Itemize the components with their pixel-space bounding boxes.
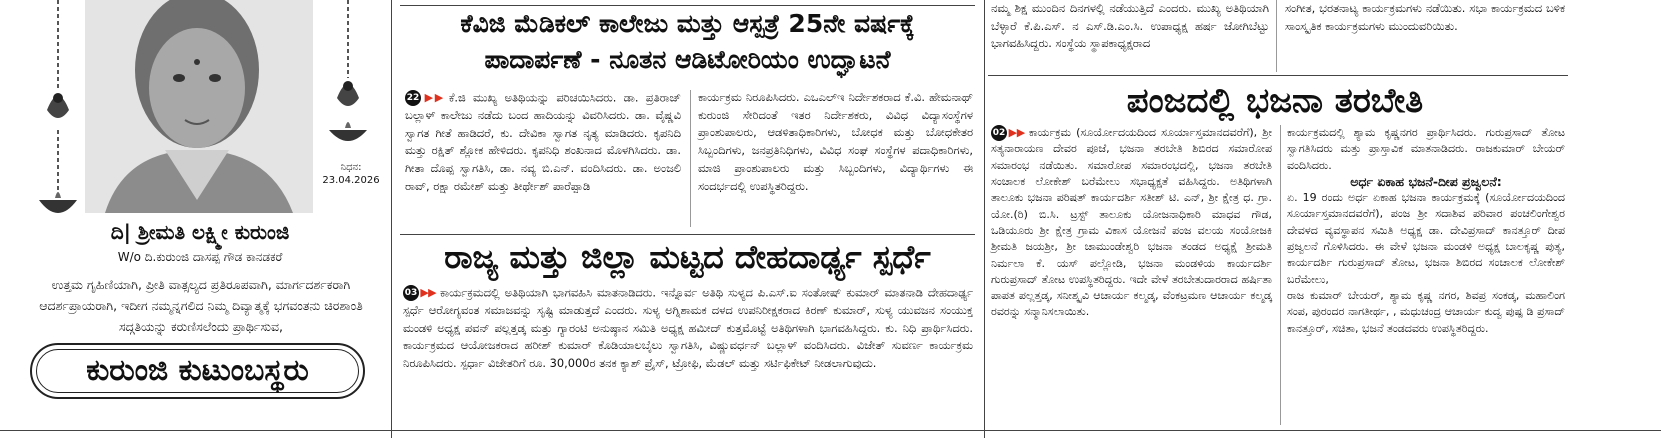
headline-kvg-line2: ಪಾದಾರ್ಪಣೆ - ನೂತನ ಆಡಿಟೋರಿಯಂ ಉದ್ಘಾಟನೆ [484, 45, 891, 74]
headline-bodybuilding: ರಾಜ್ಯ ಮತ್ತು ಜಿಲ್ಲಾ ಮಟ್ಟದ ದೇಹದಾರ್ಢ್ಯ ಸ್ಪರ್ಧೆ [444, 238, 931, 276]
column-divider [391, 0, 392, 438]
page-ref-badge: 02 [991, 125, 1007, 141]
page-ref-badge: 22 [405, 90, 421, 106]
kvg-column-1 [405, 89, 681, 196]
headline-bhajana: ಪಂಜದಲ್ಲಿ ಭಜನಾ ತರಬೇತಿ [1126, 81, 1424, 121]
column-divider [1276, 0, 1277, 72]
bhajana-column-2 [1287, 125, 1565, 337]
death-date: 23.04.2026 [322, 175, 380, 186]
portrait-photo-graphic [85, 0, 313, 213]
bhajana-text-2c: ರಾಜ ಕುಮಾರ್ ಬೇಯರ್, ಶ್ಯಾಮ ಕೃಷ್ಣ ನಗರ, ಶಿವಪ್ರ ಸಂಕಡ್ಕ, ಮಹಾಲಿಂಗ ಸಂಪ, ಪುರಂದರ ನಾಗತೀರ್ಥ, , ಮಧುಚಂದ್ರ ಆಚಾರ್ಯ ಕುದ್ವ ಪುಷ್ಪ ಡಿ ಪ್ರಸಾದ್ ಕಾನತ್ತೂರ್, ಸಚಿತಾ, ಭಜನೆ ತಂಡದವರು ಉಪಸ್ಥಿತರಿದ್ದರು. [1287, 288, 1565, 335]
obituary-panel [0, 0, 392, 438]
kvg-column-2 [698, 89, 973, 195]
relation-line: W/o ದಿ.ಕುರುಂಜಿ ದಾಸಪ್ಪ ಗೌಡ ಕಾನಡಕರೆ [117, 250, 283, 264]
continuation-column-2 [1285, 0, 1565, 35]
headline-kvg-line1: ಕೆವಿಜಿ ಮೆಡಿಕಲ್ ಕಾಲೇಜು ಮತ್ತು ಆಸ್ಪತ್ರೆ 25ನೇ ವರ್ಷಕ್ಕೆ [460, 9, 915, 38]
section-rule [400, 234, 975, 235]
column-divider [690, 90, 691, 227]
continuation-text-2: ಸಂಗೀತ, ಭರತನಾಟ್ಯ ಕಾರ್ಯಕ್ರಮಗಳು ನಡೆಯಿತು. ಸಭಾ ಕಾರ್ಯಕ್ರಮದ ಬಳಿಕ ಸಾಂಸ್ಕೃತಿಕ ಕಾರ್ಯಕ್ರಮಗಳು ಮುಂದುವರಿಯಿತು. [1285, 1, 1565, 33]
column-divider [1280, 125, 1281, 425]
page-ref-badge: 03 [403, 285, 419, 301]
bhajana-text-2b: ಏ. 19 ರಂದು ಅರ್ಧ ಏಕಾಹ ಭಜನಾ ಕಾರ್ಯಕ್ರಮಕ್ಕೆ (ಸೂರ್ಯೋದಯದಿಂದ ಸೂರ್ಯಾಸ್ತಮಾನದವರೆಗೆ), ಪಂಜ ಶ್ರೀ ಸದಾಶಿವ ಪರಿವಾರ ಪಂಚಲಿಂಗೇಶ್ವರ ದೇವಳದ ವ್ಯವಸ್ಥಾಪನ ಸಮಿತಿ ಅಧ್ಯಕ್ಷ ಡಾ. ದೇವಿಪ್ರಸಾದ್ ಕಾನತ್ತೂರ್ ದೀಪ ಪ್ರಜ್ವಲನೆ ಗೊಳಿಸಿದರು. ಈ ವೇಳೆ ಭಜನಾ ಮಂಡಳಿ ಅಧ್ಯಕ್ಷ ಬಾಲಕೃಷ್ಣ ಪುತ್ಯ, ಕಾರ್ಯದರ್ಶಿ ಗುರುಪ್ರಸಾದ್ ತೋಟ, ಭಜನಾ ಶಿಬಿರದ ಸಂಚಾಲಕ ಲೋಕೇಶ್ ಬರೆಮೇಲು, [1287, 191, 1565, 286]
section-rule [988, 75, 1568, 76]
continuation-text-1: ನಮ್ಮ ಶಿಕ್ಷ ಮುಂದಿನ ದಿನಗಳಲ್ಲಿ ನಡೆಯುತ್ತಿದೆ ಎಂದರು. ಮುಖ್ಯ ಅತಿಥಿಯಾಗಿ ಬೆಳ್ಳಾರೆ ಕೆ.ಪಿ.ಎಸ್. ನ ಎಸ್.ಡಿ.ಎಂ.ಸಿ. ಉಪಾಧ್ಯಕ್ಷ ಹರ್ಷ ಜೋಗಿಬೆಟ್ಟು ಭಾಗವಹಿಸಿದ್ದರು. ಸಂಸ್ಥೆಯ ಸ್ಥಾಪಕಾಧ್ಯಕ್ಷರಾದ [991, 1, 1269, 51]
bhajana-subhead: ಅರ್ಧ ಏಕಾಹ ಭಜನೆ-ದೀಪ ಪ್ರಜ್ವಲನೆ: [1350, 173, 1502, 189]
family-name: ಕುರುಂಜಿ ಕುಟುಂಬಸ್ಥರು [36, 349, 359, 393]
arrow-icon: ▶▶ [421, 91, 445, 104]
deceased-name: ದಿ| ಶ್ರೀಮತಿ ಲಕ್ಷ್ಮೀ ಕುರುಂಜಿ [110, 220, 290, 244]
kvg-text-2: ಕಾರ್ಯಕ್ರಮ ನಿರೂಪಿಸಿದರು. ಎಒಎಲ್‌ಇ ನಿರ್ದೇಶಕರಾದ ಕೆ.ವಿ. ಹೇಮನಾಥ್ ಕುರುಂಜಿ ಸೇರಿದಂತೆ ಇತರ ನಿರ್ದೇಶಕರು, ವಿವಿಧ ವಿದ್ಯಾಸಂಸ್ಥೆಗಳ ಪ್ರಾಂಶುಪಾಲರು, ಆಡಳಿತಾಧಿಕಾರಿಗಳು, ಬೋಧಕ ಮತ್ತು ಬೋಧಕೇತರ ಸಿಬ್ಬಂದಿಗಳು, ಜನಪ್ರತಿನಿಧಿಗಳು, ವಿವಿಧ ಸಂಘ ಸಂಸ್ಥೆಗಳ ಪದಾಧಿಕಾರಿಗಳು, ಮಾಜಿ ಪ್ರಾಂಶುಪಾಲರು ಮತ್ತು ಸಿಬ್ಬಂದಿಗಳು, ವಿದ್ಯಾರ್ಥಿಗಳು ಈ ಸಂದರ್ಭದಲ್ಲಿ ಉಪಸ್ಥಿತರಿದ್ದರು. [698, 90, 973, 193]
kvg-text-1: ಕೆ.ಜಿ ಮುಖ್ಯ ಅತಿಥಿಯನ್ನು ಪರಿಚಯಿಸಿದರು. ಡಾ. ಪ್ರತಿರಾಜ್ ಬಲ್ಲಾಳ್ ಕಾಲೇಜು ನಡೆದು ಬಂದ ಹಾದಿಯನ್ನು ವಿವರಿಸಿದರು. ಡಾ. ವೈಷ್ಣವಿ ಸ್ವಾಗತ ಗೀತೆ ಹಾಡಿದರೆ, ಕು. ದೇವಿಕಾ ಸ್ವಾಗತ ನೃತ್ಯ ಮಾಡಿದರು. ಕೃಪನಿದಿ ಮತ್ತು ರಕ್ಷಿತ್ ಶ್ಲೋಕ ಹೇಳಿದರು. ಕೃಪನಿಧಿ ಶಂಖನಾದ ಮೊಳಗಿಸಿದರು. ಡಾ. ಗೀತಾ ದೊಪ್ಪ ಸ್ವಾಗತಿಸಿ, ಡಾ. ನವ್ಯ ಬಿ.ಎನ್. ವಂದಿಸಿದರು. ಡಾ. ಅಂಜಲಿ ರಾವ್, ರಕ್ಷಾ ರಮೇಶ್ ಮತ್ತು ತೀರ್ಥೇಶ್ ಪಾರೆಪ್ಪಾಡಿ [405, 90, 682, 193]
headline-kvg [400, 6, 975, 78]
bottom-rule [0, 430, 1661, 431]
bodybuilding-text: ಕಾರ್ಯಕ್ರಮದಲ್ಲಿ ಅತಿಥಿಯಾಗಿ ಭಾಗವಹಿಸಿ ಮಾತನಾಡಿದರು. ಇನ್ನೊರ್ವ ಅತಿಥಿ ಸುಳ್ಯದ ಪಿ.ಎಸ್.ಐ ಸಂತೋಷ್ ಕುಮಾರ್ ಮಾತನಾಡಿ ದೇಹದಾರ್ಢ್ಯ ಸ್ಪರ್ಧೆ ಆರೋಗ್ಯವಂತ ಸಮಾಜವನ್ನು ಸೃಷ್ಟಿ ಮಾಡುತ್ತದೆ ಎಂದರು. ಸುಳ್ಯ ಅಗ್ನಿಶಾಮಕ ದಳದ ಉಪನಿರೀಕ್ಷಕರಾದ ಕಿರಣ್ ಕುಮಾರ್, ಸುಳ್ಯ ಯುವಜನ ಸಂಯುಕ್ತ ಮಂಡಳಿ ಅಧ್ಯಕ್ಷ ಪವನ್ ಪಲ್ಲತ್ತಡ್ಕ ಮತ್ತು ಗ್ಯಾರಂಟಿ ಅನುಷ್ಠಾನ ಸಮಿತಿ ಅಧ್ಯಕ್ಷ ಹಮೀದ್ ಕುತ್ತಮೊಟ್ಟೆ ಅತಿಥಿಗಳಾಗಿ ಭಾಗವಹಿಸಿದ್ದರು. ಕು. ನಿಧಿ ಪ್ರಾರ್ಥಿಸಿದರು. ಕಾರ್ಯಕ್ರಮದ ಆಯೋಜಕರಾದ ಹರೀಶ್ ಕುಮಾರ್ ಕೊಡಿಯಾಲಬೈಲು ಸ್ವಾಗತಿಸಿ, ವಿಷ್ಣುವರ್ಧನ್ ಬಲ್ಲಾಳ್ ವಂದಿಸಿದರು. ವಿಜೇತ್ ಸುವರ್ಣ ಕಾರ್ಯಕ್ರಮ ನಿರೂಪಿಸಿದರು. ಸ್ಪರ್ಧಾ ವಿಜೇತರಿಗೆ ರೂ. 30,000ರ ತನಕ ಕ್ಯಾಶ್ ಪ್ರೈಸ್, ಟ್ರೋಫಿ, ಮೆಡಲ್ ಮತ್ತು ಸರ್ಟಿಫಿಕೇಟ್ ನೀಡಲಾಗುವುದು. [403, 285, 973, 371]
arrow-icon: ▶▶ [419, 286, 436, 299]
bhajana-text-2a: ಕಾರ್ಯಕ್ರಮದಲ್ಲಿ ಶ್ಯಾಮ ಕೃಷ್ಣನಗರ ಪ್ರಾರ್ಥಿಸಿದರು. ಗುರುಪ್ರಸಾದ್ ತೋಟ ಸ್ವಾಗತಿಸಿದರು ಮತ್ತು ಪ್ರಾಸ್ತಾವಿಕ ಮಾತನಾಡಿದರು. ರಾಜಕುಮಾರ್ ಬೇಯರ್ ವಂದಿಸಿದರು. [1287, 126, 1565, 172]
continuation-column-1 [991, 0, 1269, 53]
oil-lamp-left-icon [35, 0, 81, 230]
oil-lamp-right-icon [325, 0, 371, 230]
death-date-label: ನಿಧನ: [340, 162, 362, 173]
condolence-message: ಉತ್ತಮ ಗೃಹಿಣಿಯಾಗಿ, ಪ್ರೀತಿ ವಾತ್ಸಲ್ಯದ ಪ್ರತಿರೂಪವಾಗಿ, ಮಾರ್ಗದರ್ಶಕರಾಗಿ ಆದರ್ಶಪ್ರಾಯರಾಗಿ, ಇದೀಗ ನಮ್ಮನ್ನಗಲಿದ ನಿಮ್ಮ ದಿವ್ಯಾತ್ಮಕ್ಕೆ ಭಗವಂತನು ಚಿರಶಾಂತಿ ಸದ್ಗತಿಯನ್ನು ಕರುಣಿಸಲೆಂದು ಪ್ರಾರ್ಥಿಸುವ, [39, 277, 363, 334]
bhajana-column-1 [991, 125, 1272, 321]
column-divider [984, 0, 985, 438]
portrait-photo [85, 0, 313, 213]
arrow-icon: ▶▶ [1007, 126, 1025, 139]
bhajana-text-1: ಕಾರ್ಯಕ್ರಮ (ಸೂರ್ಯೋದಯದಿಂದ ಸೂರ್ಯಾಸ್ತಮಾನದವರೆಗೆ), ಶ್ರೀ ಸತ್ಯನಾರಾಯಣ ದೇವರ ಪೂಜೆ, ಭಜನಾ ತರಬೇತಿ ಶಿಬಿರದ ಸಮಾರೋಪ ಸಮಾರಂಭ ನಡೆಯಿತು. ಸಮಾರೋಪ ಸಮಾರಂಭದಲ್ಲಿ, ಭಜನಾ ತರಬೇತಿ ಸಂಚಾಲಕ ಲೋಕೇಶ್ ಬರೆಮೇಲು ಸಭಾಧ್ಯಕ್ಷತೆ ವಹಿಸಿದ್ದರು. ಅತಿಥಿಗಳಾಗಿ ತಾಲೂಕು ಭಜನಾ ಪರಿಷತ್ ಕಾರ್ಯದರ್ಶಿ ಸತೀಶ್ ಟಿ. ಎನ್, ಶ್ರೀ ಕ್ಷೇತ್ರ ಧ. ಗ್ರಾ. ಯೋ.(ರಿ) ಬಿ.ಸಿ. ಟ್ರಸ್ಟ್ ತಾಲೂಕು ಯೋಜನಾಧಿಕಾರಿ ಮಾಧವ ಗೌಡ, ಒಡಿಯೂರು ಶ್ರೀ ಕ್ಷೇತ್ರ ಗ್ರಾಮ ವಿಕಾಸ ಯೋಜನೆ ಪಂಜ ವಲಯ ಸಂಯೋಜಕಿ ಶ್ರೀಮತಿ ಜಯಶ್ರೀ, ಶ್ರೀ ಚಾಮುಂಡೇಶ್ವರಿ ಭಜನಾ ತಂಡದ ಅಧ್ಯಕ್ಷೆ ಶ್ರೀಮತಿ ನಿರ್ಮಲಾ ಕೆ. ಯಸ್ ಪಲ್ಲೋಡಿ, ಭಜನಾ ಮಂಡಳಿಯ ಕಾರ್ಯದರ್ಶಿ ಗುರುಪ್ರಸಾದ್ ತೋಟ ಉಪಸ್ಥಿತರಿದ್ದರು. ಇದೇ ವೇಳೆ ತರಬೇತುದಾರರಾದ ಹರ್ಷಿತಾ ಪಾಪತ ಪಲ್ಲತ್ತಡ್ಕ, ಸನೀಶ್ಕೃವಿ ಆಚಾರ್ಯ ಕಲ್ಮಡ್ಕ, ವೆಂಕಟ್ರಮಣ ಆಚಾರ್ಯ ಕಲ್ಮಡ್ಕ ರವರನ್ನು ಸನ್ಮಾನಿಸಲಾಯಿತು. [991, 126, 1272, 319]
bodybuilding-body [403, 284, 973, 373]
